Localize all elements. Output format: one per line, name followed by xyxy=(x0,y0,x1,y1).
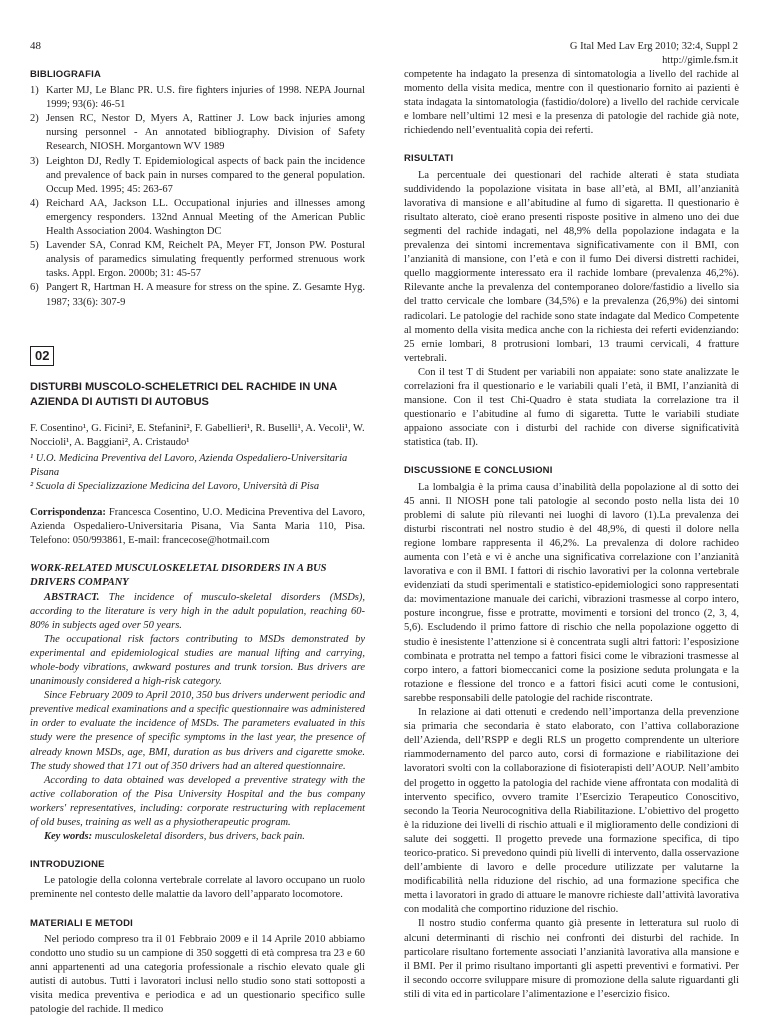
methods-paragraph-continued: competente ha indagato la presenza di sintomatologia a livello del rachide al momento della visita medica, mentre con il questionario fornito ai pazienti è stata indagata la sintomatologia (fastidio/dolore) a livello del rachide cervicale e lombare nell’ultimi 12 mesi e la presenza di patologie del rachide già note, richiedendo nell’eventualità copia dei referti. xyxy=(404,69,739,137)
reference-text: Lavender SA, Conrad KM, Reichelt PA, Meyer FT, Jonson PW. Postural analysis of paramedics simulating frequently performed strenuous work tasks. Appl. Ergon. 2000b; 31: 45-57 xyxy=(46,240,365,280)
reference-item xyxy=(30,197,365,239)
author-list: F. Cosentino¹, G. Ficini², E. Stefanini², F. Gabellieri¹, R. Buselli¹, A. Vecoli¹, W. Noccioli¹, A. Baggiani², A. Cristaudo¹ xyxy=(30,422,365,448)
reference-text: Jensen RC, Nestor D, Myers A, Rattiner J. Low back injuries among nursing personnel - An annotated bibliography. Division of Safety Research, NIOSH. Morgantown WV 1989 xyxy=(46,113,365,153)
article-title: DISTURBI MUSCOLO-SCHELETRICI DEL RACHIDE IN UNA AZIENDA DI AUTISTI DI AUTOBUS xyxy=(30,380,337,408)
reference-item xyxy=(30,281,365,309)
results-paragraph: La percentuale dei questionari del rachide alterati è stata studiata suddividendo la popolazione visitata in base all’età, al BMI, all’anzianità lavorativa di mansione e all’abitudine al fumo di sigaretta. Il questionario è risultato alterato, cioè erano presenti risposte positive in almeno uno dei due segmenti del rachide indagati, nel 48,9% della popolazione indagata e la prevalenza dei sintomi incrementava significativamente con il BMI, con l’anzianità di mansione, con l’età e con il fumo Dei diversi distretti rachidei, quello maggiormente interessato era il rachide lombare (prevalenza 46,2%). Rilevante anche la prevalenza del contemporaneo dolore/fastidio a livello sia del tratto cervicale che lombare (34,5%) e la prevalenza (26,9%) dei sintomi radicolari. Le patologie del rachide sono state indagate dal Medico Competente al momento della visita medica anche con la richiesta dei referti evidenziando: 25 ernie lombari, 8 protrusioni lombari, 13 traumi cervicali, 4 fratture vertebrali. xyxy=(404,169,739,364)
reference-number: 3) xyxy=(30,155,39,167)
reference-text: Karter MJ, Le Blanc PR. U.S. fire fighters injuries of 1998. NEPA Journal 1999; 93(6): 46-51 xyxy=(46,85,365,111)
reference-number: 6) xyxy=(30,282,39,294)
page-number: 48 xyxy=(30,40,41,52)
reference-item xyxy=(30,155,365,197)
affiliations xyxy=(30,452,365,494)
reference-list xyxy=(30,84,365,310)
left-column xyxy=(30,68,365,1017)
reference-item xyxy=(30,239,365,281)
introduction-heading: INTRODUZIONE xyxy=(30,859,105,871)
reference-item xyxy=(30,84,365,112)
english-title: WORK-RELATED MUSCULOSKELETAL DISORDERS IN A BUS DRIVERS COMPANY xyxy=(30,563,327,589)
discussion-heading: DISCUSSIONE E CONCLUSIONI xyxy=(404,465,553,477)
affiliation-1: ¹ U.O. Medicina Preventiva del Lavoro, Azienda Ospedaliero-Universitaria Pisana xyxy=(30,452,348,478)
abstract-text: The incidence of musculo-skeletal disorders (MSDs), according to the literature is very high in the adult population, reaching 60-80% in subjects aged over 50 years. xyxy=(30,591,366,631)
correspondence xyxy=(30,506,365,548)
reference-number: 4) xyxy=(30,197,39,209)
keywords xyxy=(30,830,365,844)
reference-item xyxy=(30,112,365,154)
reference-number: 5) xyxy=(30,240,39,252)
correspondence-text: Francesca Cosentino, U.O. Medicina Preventiva del Lavoro, Azienda Ospedaliero-Universitaria Pisana, Via Santa Maria 110, Pisa. Telefono: 050/993861, E-mail: francecose@hotmail.com xyxy=(30,507,365,547)
affiliation-2: ² Scuola di Specializzazione Medicina del Lavoro, Università di Pisa xyxy=(30,480,320,492)
keywords-text: musculoskeletal disorders, bus drivers, back pain. xyxy=(94,831,305,843)
article-number-badge: 02 xyxy=(30,346,54,366)
discussion-paragraph: La lombalgia è la prima causa d’inabilità della popolazione al di sotto dei 45 anni. Il NIOSH pone tali patologie al secondo posto nella lista dei 10 problemi di salute più rilevanti nei luoghi di lavoro (1).La prevalenza dei disturbi riscontrati nel nostro studio è del 48,9%, di questi il dolore nella regione lombare rappresenta il 46,2%. La prevalenza di dolore rachideo aumenta con l’età e vi è anche una significativa correlazione con l’anzianità lavorativa e con il BMI. I fattori di rischio lavorativi per la colonna vertebrale evidenziati da studi sperimentali e statistico-epidemiologici sono rappresentati da: movimentazione manuale dei carichi, vibrazioni trasmesse al corpo intero, posture incongrue, fisse e protratte, movimenti e torsioni del tronco (2, 3, 4, 5,6). Escludendo il primo fattore di rischio che nella popolazione oggetto di studio è inesistente l’attenzione si è concentrata sugli altri fattori: l’esposizione combinata e protratta nel tempo a fattori fisici come le vibrazioni trasmesse al corpo intero, a fattori biomeccanici come la posizione seduta prolungata e la rotazione e flessione del tronco e a fattori fisici acuti come le contusioni, sarebbe responsabili delle patologie del rachide riscontrate. xyxy=(404,481,739,704)
reference-number: 2) xyxy=(30,113,39,125)
abstract-label: ABSTRACT. xyxy=(44,591,100,603)
reference-text: Leighton DJ, Redly T. Epidemiological aspects of back pain the incidence and prevalence of back pain in nurses compared to the general population. Occup Med. 1995; 45: 263-67 xyxy=(46,155,365,195)
abstract-paragraph: Since February 2009 to April 2010, 350 bus drivers underwent periodic and preventive medical examinations and a specific questionnaire was administered in order to evaluate the incidence of MSDs. The parameters evaluated in this study were the presence of specific symptoms in the last year, the presence of already known MSDs, age, BMI, duration as bus drivers and cigarette smoke. The study showed that 171 out of 350 drivers had an altered questionnaire. xyxy=(30,690,365,772)
bibliography-heading: BIBLIOGRAFIA xyxy=(30,69,102,80)
journal-url: http://gimle.fsm.it xyxy=(662,55,738,66)
results-paragraph: Con il test T di Student per variabili non appaiate: sono state analizzate le correlazioni fra il questionario e le variabili quali l’età, il BMI, l’anzianità di mansione. Con il test Chi-Quadro è stata studiata la correlazione tra il questionario e l’abitudine al fumo di sigaretta. Tutte le variabili studiate appaiono associate con i disturbi del rachide con diverse significatività statistica (tab. II). xyxy=(404,366,739,449)
reference-number: 1) xyxy=(30,85,39,97)
discussion-paragraph: In relazione ai dati ottenuti e credendo nell’importanza della prevenzione sia primaria che secondaria è stato elaborato, con l’attiva collaborazione dell’Azienda, dell’RSPP e degli RLS un progetto comprendente un ulteriore riammodernamento del parco auto, corsi di formazione e riabilitazione dei lavoratori svolti con la collaborazione di fisioterapisti dell’AOUP. Nell’ambito del progetto in oggetto la patologia del rachide viene affrontata con modalità di intervento specifico, ovvero tramite l’Esercizio Terapeutico Conoscitivo, secondo la Teoria Neurocognitiva della Riabilitazione. L’obiettivo del progetto è la riduzione dei livelli di rischio attuali e il miglioramento delle condizioni di salute dei soggetti. Il progetto prevede una formazione specifica, di tipo teorico-pratico. Si prevedono quindi più livelli di intervento, dalla osservazione dell’ambiente di lavoro e delle procedure utilizzate per valutarne la modificabilità nella riduzione del rischio, ad una formazione specifica che metta i lavoratori in grado di attuare le manovre richieste dall’attività lavorativa con modalità che comportino riduzione del rischio. xyxy=(404,707,739,916)
discussion-paragraph: Il nostro studio conferma quanto già presente in letteratura sul ruolo di alcuni determinanti di rischio nei confronti dei disturbi del rachide. In particolare risultano fortemente associati l’anzianità lavorativa alla mansione e il BMI. Per il primo risultano importanti gli aspetti preventivi e formativi. Per il secondo occorre sviluppare misure di promozione della salute riguardanti gli stili di vita ed in particolare l’alimentazione e l’esercizio fisico. xyxy=(404,918,739,1000)
keywords-label: Key words: xyxy=(44,831,93,843)
running-head xyxy=(570,40,738,68)
journal-citation: G Ital Med Lav Erg 2010; 32:4, Suppl 2 xyxy=(569,41,738,52)
reference-text: Pangert R, Hartman H. A measure for stress on the spine. Z. Gesamte Hyg. 1987; 33(6): 307-9 xyxy=(46,282,365,308)
abstract-paragraph: The occupational risk factors contributing to MSDs demonstrated by experimental and epidemiological studies are manual lifting and carrying, whole-body vibrations, awkward postures and trunk torsion. Bus drivers are unanimously considered a high-risk category. xyxy=(30,633,365,688)
reference-text: Reichard AA, Jackson LL. Occupational injuries and illnesses among emergency responders. 132nd Annual Meeting of the American Public Health Association 2004. Washington DC xyxy=(46,197,365,238)
introduction-paragraph: Le patologie della colonna vertebrale correlate al lavoro occupano un ruolo preminente nel contesto delle malattie da lavoro dell’apparato locomotore. xyxy=(30,875,365,901)
correspondence-label: Corrispondenza: xyxy=(30,507,106,519)
methods-paragraph: Nel periodo compreso tra il 01 Febbraio 2009 e il 14 Aprile 2010 abbiamo condotto uno studio su un campione di 350 soggetti di età compresa tra 23 e 60 anni appartenenti ad una categoria professionale a rischio elevato quale gli autisti di autobus. Tutti i lavoratori inclusi nello studio sono stati sottoposti a visita medica preventiva e periodica e ad un questionario specifico sulle patologie del rachide. Il medico xyxy=(30,933,365,1016)
abstract-paragraph xyxy=(30,591,365,633)
results-heading: RISULTATI xyxy=(404,153,454,165)
methods-heading: MATERIALI E METODI xyxy=(30,917,133,929)
abstract xyxy=(30,562,365,844)
right-column xyxy=(404,68,739,1002)
abstract-paragraph: According to data obtained was developed a preventive strategy with the active collaboration of the Pisa University Hospital and the bus company workers' representatives, including: corporate restructuring with replacement of old buses, training as well as a physiotherapeutic program. xyxy=(30,774,365,829)
